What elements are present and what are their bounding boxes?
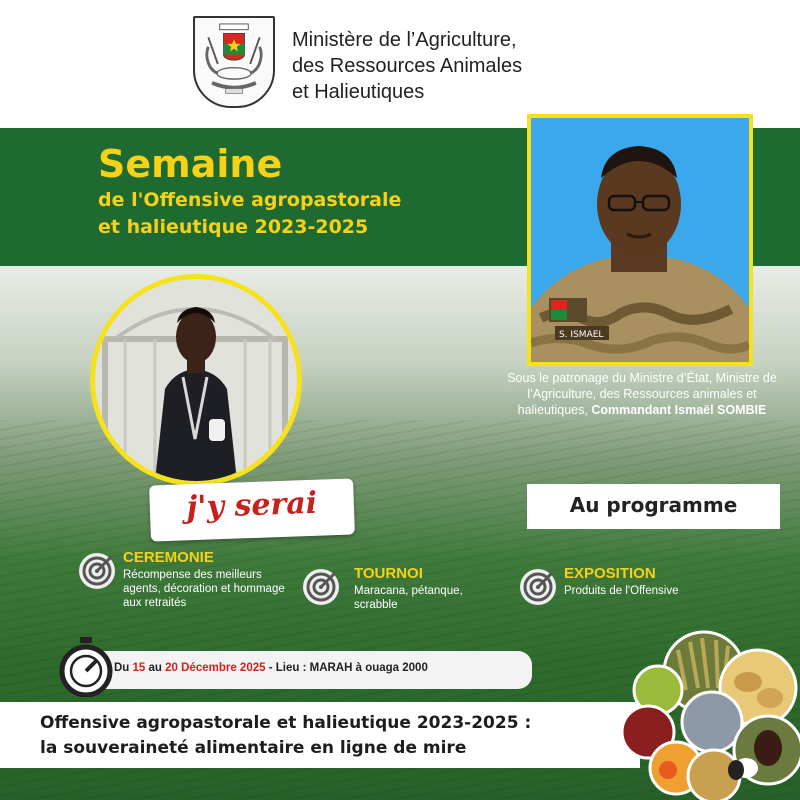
date-middle: au	[145, 662, 166, 674]
activity-description: Produits de l'Offensive	[564, 585, 679, 597]
programme-heading	[527, 484, 780, 529]
header	[0, 0, 800, 128]
name-tag: S. ISMAEL	[559, 330, 604, 340]
location: - Lieu : MARAH à ouaga 2000	[265, 662, 428, 674]
slogan-line-2: la souveraineté alimentaire en ligne de mire	[40, 738, 467, 758]
target-icon	[519, 568, 557, 606]
programme-label: Au programme	[569, 493, 738, 517]
ministry-line-2: des Ressources Animales	[292, 55, 523, 77]
target-icon	[302, 568, 340, 606]
date-location-text	[114, 662, 428, 674]
patronage-description: Sous le patronage du Ministre d’État, Ministre de l’Agriculture, des Ressources animales et halieutiques,	[507, 371, 777, 417]
patronage-text	[492, 370, 792, 418]
agricultural-products-collage	[618, 620, 800, 800]
ministry-name	[292, 27, 522, 105]
ministry-line-3: et Halieutiques	[292, 81, 425, 103]
title-line-1: Semaine	[98, 142, 283, 186]
footer-slogan	[0, 702, 640, 768]
activity-description: Maracana, pétanque, scrabble	[354, 585, 463, 611]
badge-text: j'y serai	[185, 485, 318, 526]
date-location-bar	[80, 651, 532, 689]
date-start: 15	[132, 662, 146, 674]
attendee-photo	[90, 274, 302, 486]
title-line-3: et halieutique 2023-2025	[98, 216, 369, 238]
activity-name: EXPOSITION	[564, 565, 656, 582]
activity-name: TOURNOI	[354, 565, 423, 582]
date-end: 20 Décembre 2025	[165, 662, 266, 674]
activity-name: CEREMONIE	[123, 549, 214, 566]
stopwatch-icon	[58, 637, 114, 697]
patron-name: Commandant Ismaël SOMBIE	[591, 403, 767, 417]
attendance-badge	[149, 478, 355, 541]
slogan-line-1: Offensive agropastorale et halieutique 2023-2025 :	[40, 713, 532, 733]
minister-portrait	[527, 114, 753, 366]
target-icon	[78, 552, 116, 590]
ministry-line-1: Ministère de l’Agriculture,	[292, 29, 517, 51]
date-prefix: Du	[114, 662, 133, 674]
event-title	[98, 142, 401, 240]
title-line-2: de l'Offensive agropastorale	[98, 189, 402, 211]
activity-description: Récompense des meilleurs agents, décoration et hommage aux retraités	[123, 569, 285, 609]
coat-of-arms-icon	[193, 16, 275, 108]
